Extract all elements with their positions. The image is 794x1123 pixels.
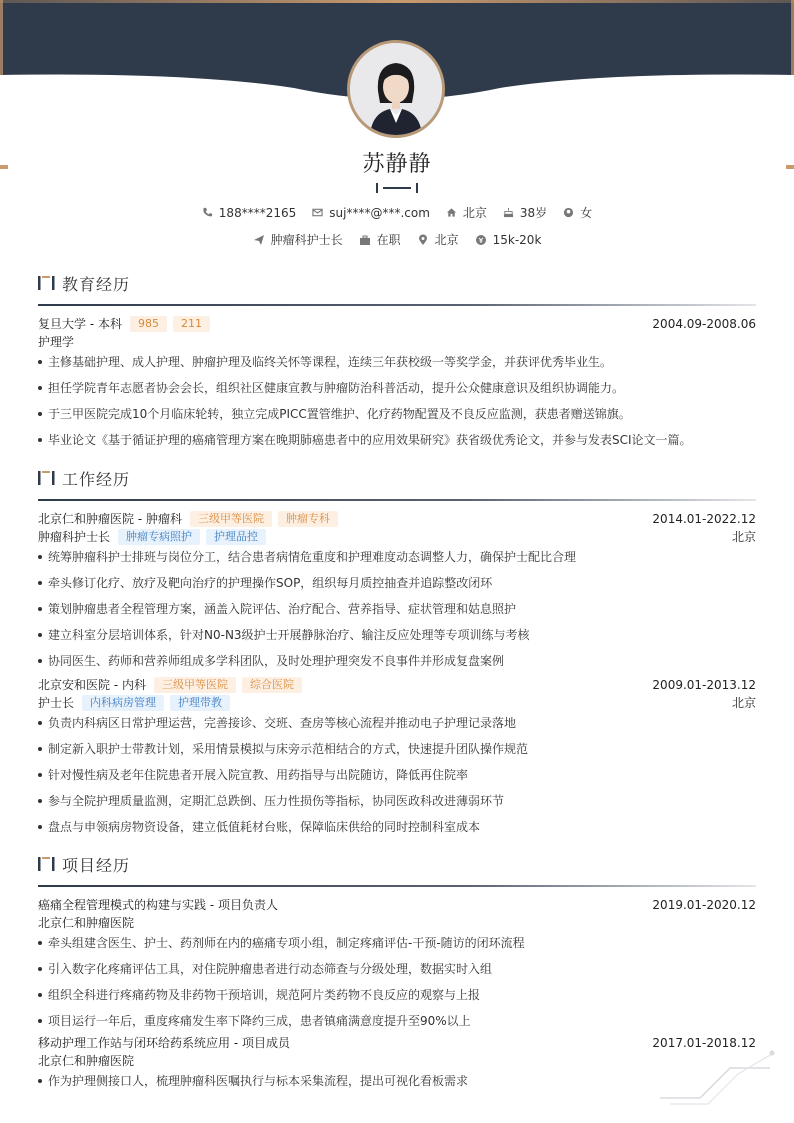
email-text: suj****@***.com	[329, 205, 430, 220]
project-org: 北京仁和肿瘤医院	[38, 916, 135, 930]
phone-item	[202, 206, 296, 220]
school-name: 复旦大学 - 本科	[38, 317, 122, 331]
gender-text: 女	[580, 206, 593, 220]
org-tag: 三级甲等医院	[154, 677, 236, 693]
work-header	[38, 465, 756, 491]
role-tag: 护理品控	[206, 529, 266, 545]
org-tag: 三级甲等医院	[190, 511, 272, 527]
work-bullet: 牵头修订化疗、放疗及靶向治疗的护理操作SOP，组织每月质控抽查并追踪整改闭环	[38, 574, 756, 592]
project-header	[38, 851, 756, 877]
gender-item	[563, 204, 592, 221]
project-name: 癌痛全程管理模式的构建与实践 - 项目负责人	[38, 898, 278, 912]
school-tag: 211	[173, 316, 210, 332]
project-bullet: 组织全科进行疼痛药物及非药物干预培训，规范阿片类药物不良反应的观察与上报	[38, 986, 756, 1004]
project-date: 2019.01-2020.12	[652, 898, 756, 912]
work-bullet: 统筹肿瘤科护士排班与岗位分工，结合患者病情危重度和护理难度动态调整人力，确保护士配比合理	[38, 548, 756, 566]
age-item	[503, 204, 547, 221]
work-section	[38, 465, 756, 836]
home-item	[446, 204, 487, 221]
role-tag: 肿瘤专病照护	[118, 529, 200, 545]
education-entry	[38, 315, 756, 449]
work-bullet: 制定新入职护士带教计划，采用情景模拟与床旁示范相结合的方式，快速提升团队操作规范	[38, 740, 756, 758]
contact-info-row	[0, 204, 794, 221]
role-name: 护士长	[38, 696, 75, 710]
education-bullet: 于三甲医院完成10个月临床轮转，独立完成PICC置管维护、化疗药物配置及不良反应监测，获患者赠送锦旗。	[38, 405, 756, 423]
project-name: 移动护理工作站与闭环给药系统应用 - 项目成员	[38, 1036, 290, 1050]
section-mark-icon	[38, 276, 56, 290]
project-entry	[38, 896, 756, 1030]
school-tag: 985	[130, 316, 167, 332]
phone-text: 188****2165	[218, 205, 297, 220]
org-name: 北京仁和肿瘤医院 - 肿瘤科	[38, 512, 182, 526]
money-icon	[475, 234, 487, 246]
avatar	[347, 40, 445, 138]
status-text: 在职	[376, 233, 401, 247]
section-divider	[38, 499, 756, 501]
send-icon	[253, 234, 265, 246]
work-date: 2014.01-2022.12	[652, 512, 756, 526]
job-info-row	[0, 231, 794, 248]
salary-text: 15k-20k	[492, 232, 542, 247]
phone-icon	[202, 207, 213, 218]
role-name: 肿瘤科护士长	[38, 530, 111, 544]
education-bullet: 担任学院青年志愿者协会会长，组织社区健康宣教与肿瘤防治科普活动，提升公众健康意识及组织协调能力。	[38, 379, 756, 397]
work-bullet: 策划肿瘤患者全程管理方案，涵盖入院评估、治疗配合、营养指导、症状管理和姑息照护	[38, 600, 756, 618]
education-header	[38, 270, 756, 296]
position-item	[253, 231, 343, 248]
home-icon	[446, 207, 457, 218]
work-entry	[38, 676, 756, 836]
project-bullet: 引入数字化疼痛评估工具，对住院肿瘤患者进行动态筛查与分级处理，数据实时入组	[38, 960, 756, 978]
org-tag: 肿瘤专科	[278, 511, 338, 527]
education-bullet: 主修基础护理、成人护理、肿瘤护理及临终关怀等课程，连续三年获校级一等奖学金，并获评优秀毕业生。	[38, 353, 756, 371]
org-name: 北京安和医院 - 内科	[38, 678, 146, 692]
project-section	[38, 851, 756, 1090]
location-pin-icon	[417, 234, 429, 246]
work-bullet: 协同医生、药师和营养师组成多学科团队，及时处理护理突发不良事件并形成复盘案例	[38, 652, 756, 670]
work-bullet: 盘点与申领病房物资设备，建立低值耗材台账，保障临床供给的同时控制科室成本	[38, 818, 756, 836]
project-bullet: 牵头组建含医生、护士、药剂师在内的癌痛专项小组，制定疼痛评估-干预-随访的闭环流程	[38, 934, 756, 952]
section-mark-icon	[38, 857, 56, 871]
status-item	[359, 231, 401, 248]
city-item	[417, 231, 459, 248]
work-entry	[38, 510, 756, 670]
education-bullet: 毕业论文《基于循证护理的癌痛管理方案在晚期肺癌患者中的应用效果研究》获省级优秀论文，并参与发表SCI论文一篇。	[38, 431, 756, 449]
education-title: 教育经历	[62, 274, 131, 294]
position-text: 肿瘤科护士长	[270, 233, 343, 247]
major: 护理学	[38, 335, 75, 349]
section-mark-icon	[38, 471, 56, 485]
org-tag: 综合医院	[242, 677, 302, 693]
city-text: 北京	[434, 233, 459, 247]
work-location: 北京	[731, 530, 756, 544]
email-item	[312, 206, 430, 220]
education-date: 2004.09-2008.06	[652, 317, 756, 331]
name-divider-ornament	[375, 182, 419, 194]
work-date: 2009.01-2013.12	[652, 678, 756, 692]
project-org: 北京仁和肿瘤医院	[38, 1054, 135, 1068]
work-bullet: 负责内科病区日常护理运营，完善接诊、交班、查房等核心流程并推动电子护理记录落地	[38, 714, 756, 732]
briefcase-icon	[359, 234, 371, 246]
gender-icon	[563, 207, 574, 218]
project-entry	[38, 1034, 756, 1090]
work-bullet: 针对慢性病及老年住院患者开展入院宣教、用药指导与出院随访，降低再住院率	[38, 766, 756, 784]
email-icon	[312, 207, 323, 218]
work-bullet: 参与全院护理质量监测，定期汇总跌倒、压力性损伤等指标，协同医政科改进薄弱环节	[38, 792, 756, 810]
age-text: 38岁	[519, 206, 548, 220]
role-tag: 护理带教	[170, 695, 230, 711]
role-tag: 内科病房管理	[82, 695, 164, 711]
portrait-image	[350, 43, 442, 135]
work-bullet: 建立科室分层培训体系，针对N0-N3级护士开展静脉治疗、输注反应处理等专项训练与考核	[38, 626, 756, 644]
project-title: 项目经历	[62, 855, 131, 875]
work-title: 工作经历	[62, 469, 131, 489]
section-divider	[38, 304, 756, 306]
section-divider	[38, 885, 756, 887]
home-text: 北京	[462, 206, 487, 220]
project-bullet: 项目运行一年后，重度疼痛发生率下降约三成，患者镇痛满意度提升至90%以上	[38, 1012, 756, 1030]
work-location: 北京	[731, 696, 756, 710]
education-section	[38, 270, 756, 449]
cake-icon	[503, 207, 514, 218]
project-bullet: 作为护理侧接口人，梳理肿瘤科医嘱执行与标本采集流程，提出可视化看板需求	[38, 1072, 756, 1090]
corner-decoration	[660, 1048, 780, 1108]
project-date: 2017.01-2018.12	[652, 1036, 756, 1050]
candidate-name: 苏静静	[362, 152, 432, 177]
salary-item	[475, 233, 542, 247]
